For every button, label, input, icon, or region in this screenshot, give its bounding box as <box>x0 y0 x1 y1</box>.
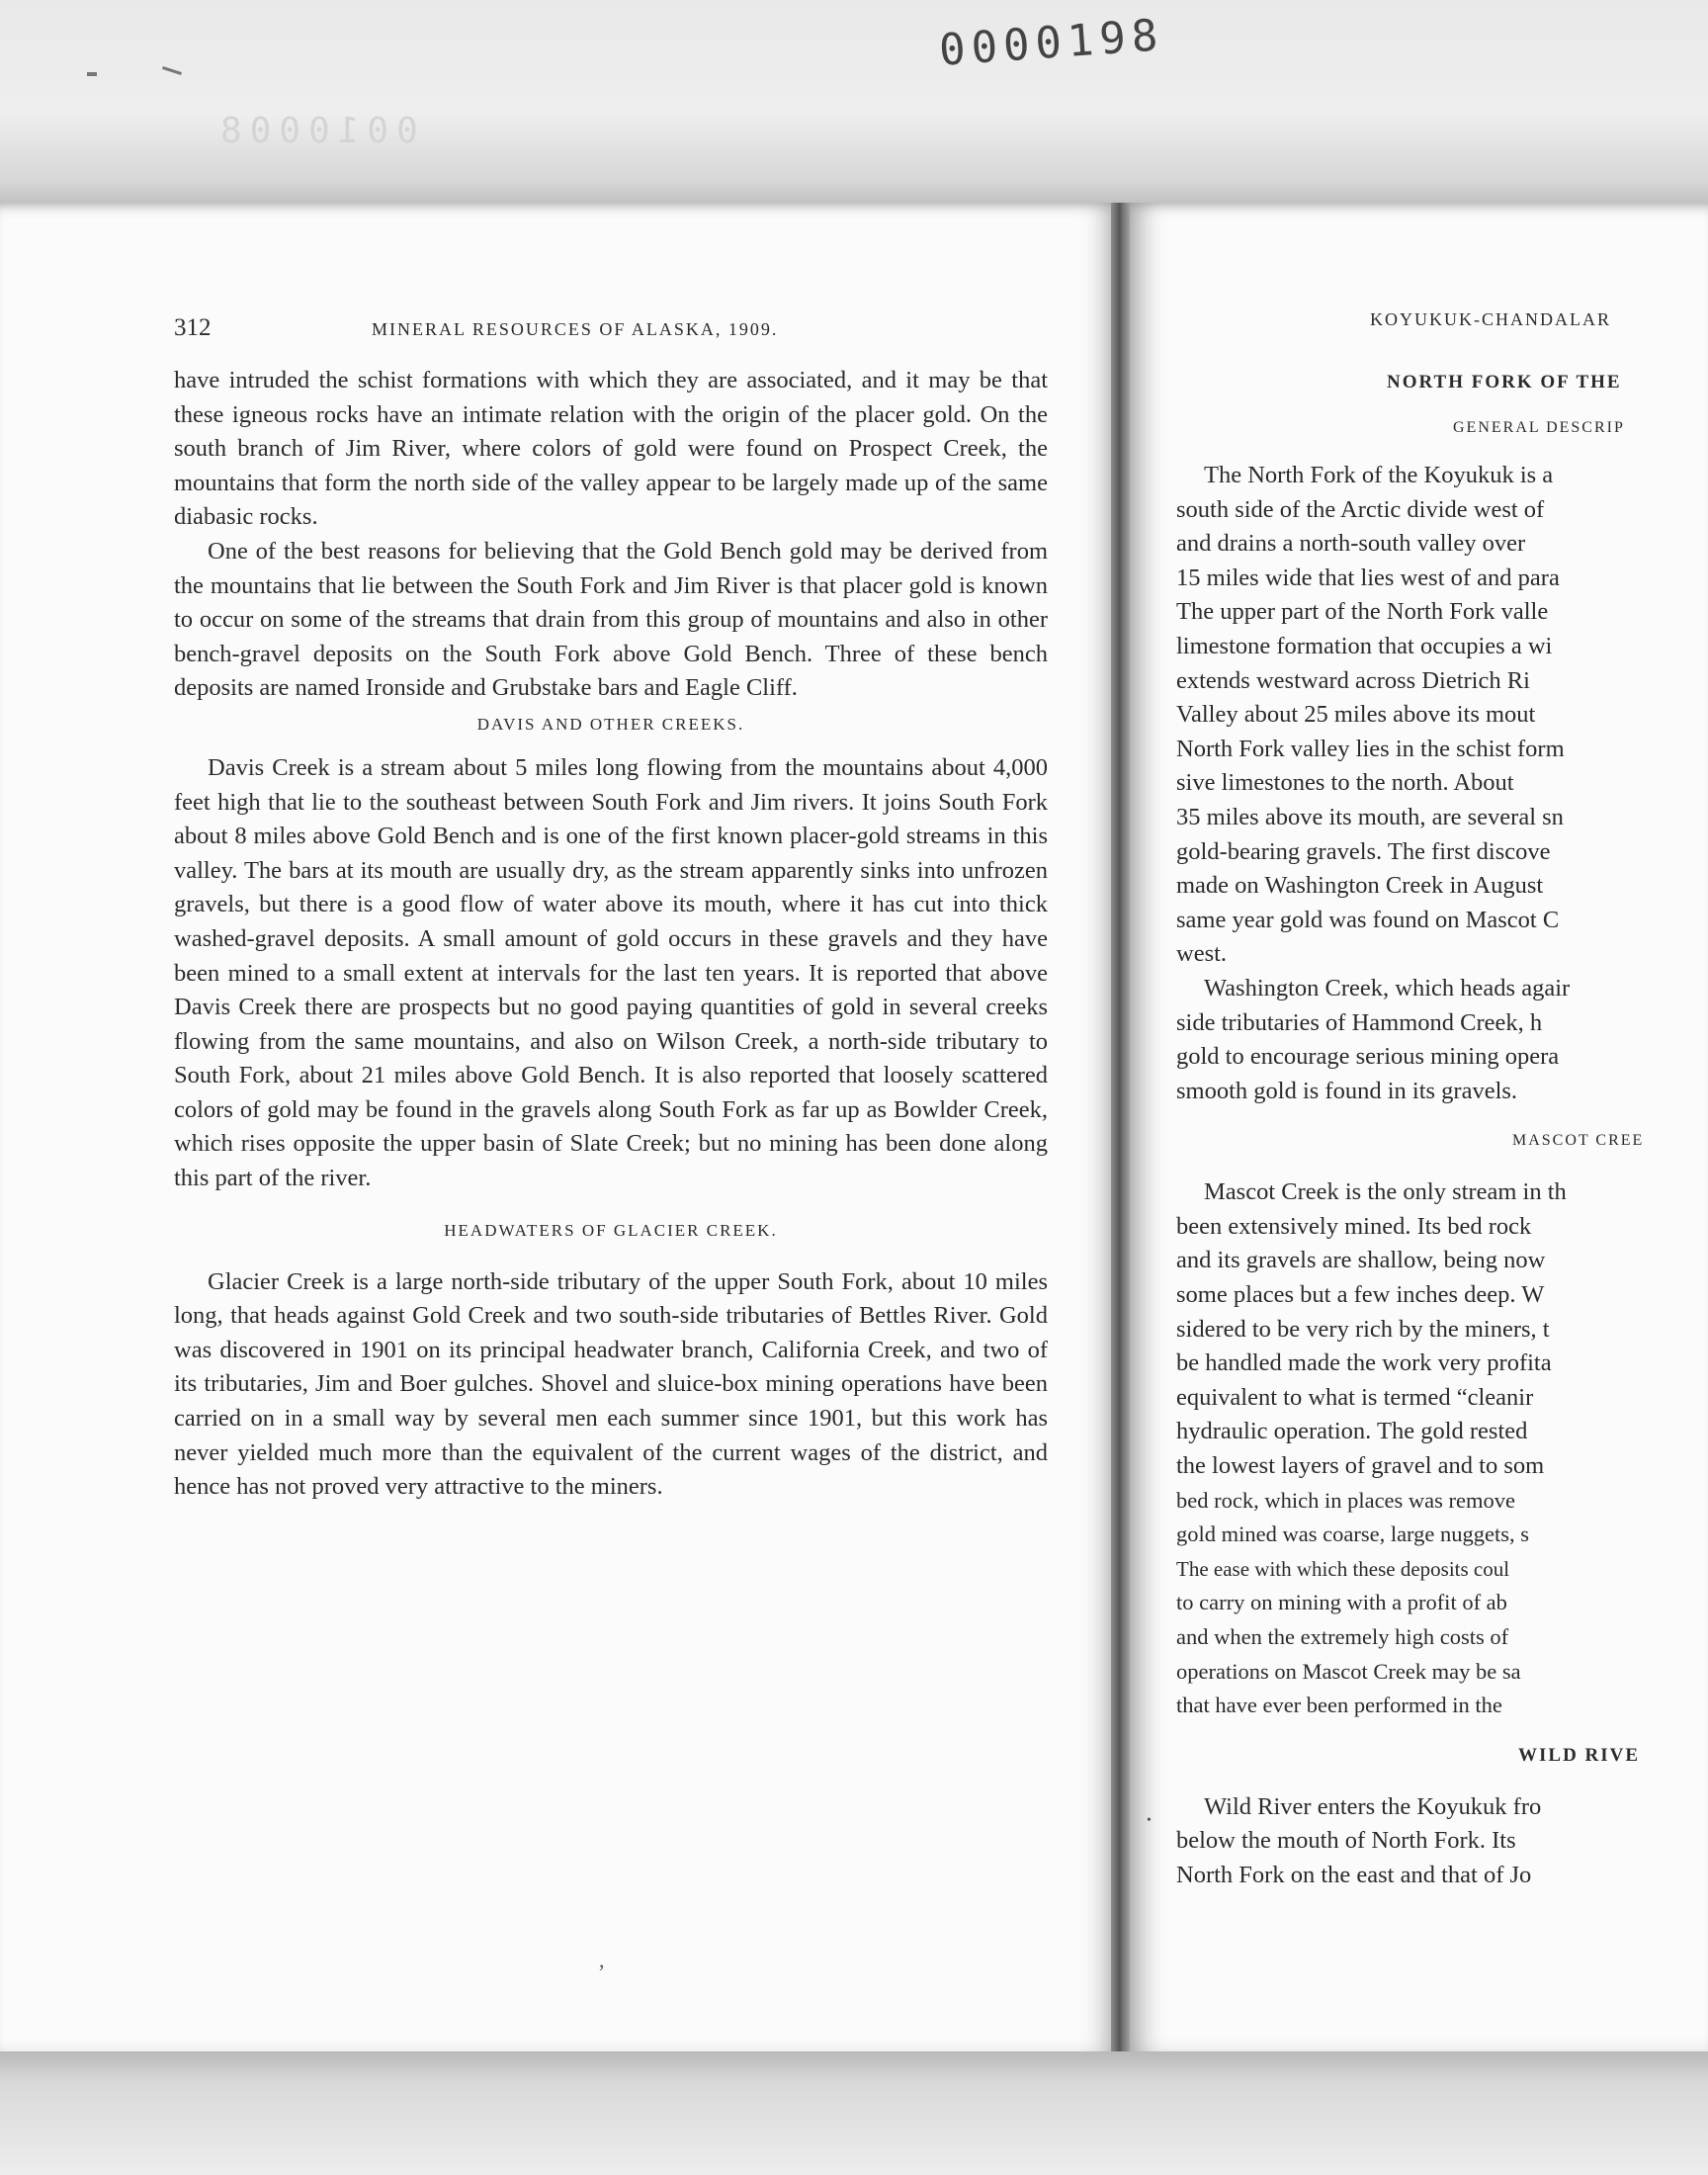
text-line: and its gravels are shallow, being now <box>1176 1247 1546 1274</box>
text-line: 35 miles above its mouth, are several sn <box>1176 803 1564 830</box>
text-line: North Fork on the east and that of Jo <box>1176 1861 1532 1888</box>
paragraph-intro: have intruded the schist formations with which they are associated, and it may be that these igneous rocks have an intimate relation with the origin of the placer gold. On the south branch of Jim River, where colors of gold were found on Prospect Creek, the mountains that form the north side of the valley appear to be largely made up of the same diabasic rocks. <box>174 367 1048 531</box>
text-line: and when the extremely high costs of <box>1176 1624 1509 1649</box>
text-line: gold to encourage serious mining opera <box>1176 1043 1560 1071</box>
paragraph-davis-creek: Davis Creek is a stream about 5 miles long flowing from the mountains about 4,000 feet high that lie to the southeast between South Fork and Jim rivers. It joins South Fork about 8 miles above Gold Bench and is one of the first known placer-gold streams in this valley. The bars at its mouth are usually dry, as the stream apparently sinks into unfrozen gravels, but there is a good flow of water above its mouth, where it has cut into thick washed-gravel deposits. A small amount of gold occurs in these gravels and they have been mined to a small extent at intervals for the last ten years. It is reported that above Davis Creek there are prospects but no good paying quantities of gold in several creeks flowing from the same mountains, and also on Wilson Creek, a north-side tributary to South Fork, about 21 miles above Gold Bench. It is also reported that loosely scattered colors of gold may be found in the gravels along South Fork as far up as Bowlder Creek, which rises opposite the upper basin of Slate Creek; but no mining has been done along this part of the river. <box>174 753 1048 1192</box>
text-line: extends westward across Dietrich Ri <box>1176 666 1530 694</box>
left-page-body <box>174 364 1048 1505</box>
stray-mark: • <box>1147 1813 1152 1828</box>
text-line: Valley about 25 miles above its mout <box>1176 701 1536 729</box>
text-line: North Fork valley lies in the schist form <box>1176 735 1565 762</box>
text-line: smooth gold is found in its gravels. <box>1176 1077 1518 1104</box>
stamp-number: 0000198 <box>937 10 1165 76</box>
section-heading-mascot: MASCOT CREE <box>1512 1132 1645 1150</box>
text-line: to carry on mining with a profit of ab <box>1176 1590 1507 1615</box>
text-line: that have ever been performed in the <box>1176 1693 1502 1718</box>
scan-mark <box>87 72 97 76</box>
text-line: Wild River enters the Koyukuk fro <box>1204 1792 1542 1820</box>
paragraph-north-fork <box>1176 459 1708 972</box>
ghost-number: 0010008 <box>213 111 418 151</box>
paragraph-glacier-creek: Glacier Creek is a large north-side tributary of the upper South Fork, about 10 miles long, that heads against Gold Creek and two south-side tributaries of Bettles River. Gold was discovered in 1901 on its principal headwater branch, California Creek, and two of its tributaries, Jim and Boer gulches. Shovel and sluice-box mining operations have been carried on in a small way by several men each summer since 1901, but this work has never yielded much more than the equivalent of the current wages of the district, and hence has not proved very attractive to the miners. <box>174 1267 1048 1501</box>
text-line: The ease with which these deposits coul <box>1176 1556 1510 1581</box>
right-page-body <box>1176 304 1708 1893</box>
text-line: the lowest layers of gravel and to som <box>1176 1452 1545 1480</box>
subheading-general: GENERAL DESCRIP <box>1453 419 1625 436</box>
text-line: below the mouth of North Fork. Its <box>1176 1827 1516 1855</box>
book-gutter <box>1111 203 1131 2051</box>
text-line: gold mined was coarse, large nuggets, s <box>1176 1522 1530 1547</box>
paragraph-washington-creek <box>1176 972 1708 1108</box>
right-running-head: KOYUKUK-CHANDALAR <box>1370 309 1611 329</box>
text-line: 15 miles wide that lies west of and para <box>1176 564 1560 591</box>
running-head: MINERAL RESOURCES OF ALASKA, 1909. <box>372 319 779 339</box>
text-line: west. <box>1176 940 1228 968</box>
paragraph-gold-bench: One of the best reasons for believing that the Gold Bench gold may be derived from the mountains that lie between the South Fork and Jim River is that placer gold is known to occur on some of the streams that drain from this group of mountains and also in other bench-gravel deposits on the South Fork above Gold Bench. Three of these bench deposits are named Ironside and Grubstake bars and Eagle Cliff. <box>174 537 1048 702</box>
text-line: same year gold was found on Mascot C <box>1176 906 1560 933</box>
section-heading-glacier: HEADWATERS OF GLACIER CREEK. <box>444 1220 778 1240</box>
section-heading-north-fork: NORTH FORK OF THE <box>1387 372 1622 392</box>
text-line: The North Fork of the Koyukuk is a <box>1204 462 1554 488</box>
text-line: Washington Creek, which heads agair <box>1204 974 1571 1001</box>
page-number: 312 <box>174 314 212 341</box>
text-line: be handled made the work very profita <box>1176 1349 1552 1377</box>
section-heading-wild-river: WILD RIVE <box>1518 1744 1641 1766</box>
text-line: bed rock, which in places was remove <box>1176 1487 1516 1513</box>
section-heading-davis: DAVIS AND OTHER CREEKS. <box>476 714 745 734</box>
text-line: gold-bearing gravels. The first discove <box>1176 837 1551 865</box>
text-line: equivalent to what is termed “cleanir <box>1176 1383 1534 1411</box>
left-page-header <box>174 314 1044 350</box>
text-line: hydraulic operation. The gold rested <box>1176 1418 1528 1445</box>
text-line: The upper part of the North Fork valle <box>1176 598 1549 626</box>
paragraph-mascot-creek <box>1176 1175 1708 1723</box>
scanner-top-margin <box>0 0 1708 208</box>
text-line: made on Washington Creek in August <box>1176 872 1544 900</box>
text-line: side tributaries of Hammond Creek, h <box>1176 1008 1543 1036</box>
text-line: some places but a few inches deep. W <box>1176 1281 1545 1309</box>
text-line: and drains a north-south valley over <box>1176 530 1526 558</box>
text-line: Mascot Creek is the only stream in th <box>1204 1178 1567 1206</box>
text-line: south side of the Arctic divide west of <box>1176 495 1545 523</box>
text-line: been extensively mined. Its bed rock <box>1176 1212 1532 1240</box>
stray-mark: , <box>599 1948 605 1972</box>
text-line: sive limestones to the north. About <box>1176 769 1514 797</box>
paragraph-wild-river <box>1176 1790 1708 1893</box>
scanner-bottom-margin <box>0 2051 1708 2175</box>
text-line: limestone formation that occupies a wi <box>1176 632 1553 659</box>
text-line: operations on Mascot Creek may be sa <box>1176 1658 1521 1684</box>
text-line: sidered to be very rich by the miners, t <box>1176 1315 1550 1343</box>
